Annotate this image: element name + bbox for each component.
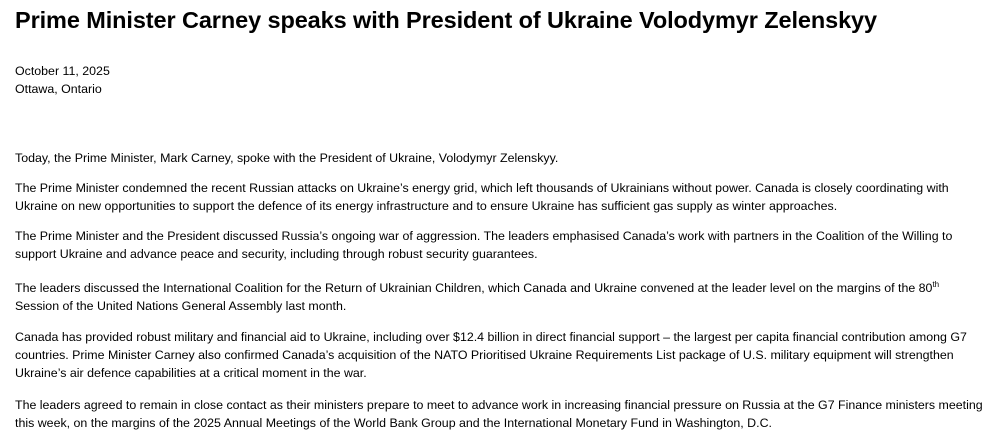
release-date: October 11, 2025 bbox=[15, 64, 110, 78]
paragraph-text: The leaders discussed the International Coalition for the Return of Ukrainian Children, which Canada and Ukraine convened at the leader level on the margins of the 80 bbox=[15, 281, 933, 295]
paragraph-line: Canada has provided robust military and financial aid to Ukraine, including over $12.4 billion in direct financial support – the largest per capita financial contribution among G7 bbox=[15, 330, 967, 344]
paragraph-close-contact bbox=[15, 396, 990, 432]
paragraph-line: The leaders agreed to remain in close contact as their ministers prepare to meet to advance work in increasing financial pressure on Russia at the G7 Finance ministers meeting bbox=[15, 398, 983, 412]
paragraph-line: The Prime Minister condemned the recent Russian attacks on Ukraine’s energy grid, which left thousands of Ukrainians without power. Canada is closely coordinating with bbox=[15, 181, 949, 195]
paragraph-line: Today, the Prime Minister, Mark Carney, spoke with the President of Ukraine, Volodymyr Zelenskyy. bbox=[15, 151, 559, 165]
ordinal-suffix: th bbox=[932, 279, 940, 289]
paragraph-line: this week, on the margins of the 2025 Annual Meetings of the World Bank Group and the International Monetary Fund in Washington, D.C. bbox=[15, 416, 772, 430]
paragraph-line: countries. Prime Minister Carney also confirmed Canada’s acquisition of the NATO Prioritised Ukraine Requirements List package of U.S. military equipment will strengthen bbox=[15, 348, 954, 362]
release-meta bbox=[15, 62, 110, 98]
page-title: Prime Minister Carney speaks with President of Ukraine Volodymyr Zelenskyy bbox=[15, 7, 877, 33]
paragraph-children-coalition bbox=[15, 279, 990, 315]
paragraph-intro bbox=[15, 149, 990, 167]
paragraph-line: Ukraine on new opportunities to support the defence of its energy infrastructure and to ensure Ukraine has sufficient gas supply as winter approaches. bbox=[15, 199, 838, 213]
paragraph-line: Session of the United Nations General Assembly last month. bbox=[15, 299, 347, 313]
paragraph-energy-grid bbox=[15, 179, 990, 215]
paragraph-military-aid bbox=[15, 328, 990, 382]
paragraph-line bbox=[15, 279, 990, 297]
release-location: Ottawa, Ontario bbox=[15, 82, 102, 96]
paragraph-line: support Ukraine and advance peace and security, including through robust security guarantees. bbox=[15, 247, 538, 261]
paragraph-line: Ukraine’s air defence capabilities at a critical moment in the war. bbox=[15, 366, 367, 380]
paragraph-war-aggression bbox=[15, 227, 990, 263]
paragraph-line: The Prime Minister and the President discussed Russia’s ongoing war of aggression. The leaders emphasised Canada’s work with partners in the Coalition of the Willing to bbox=[15, 229, 953, 243]
